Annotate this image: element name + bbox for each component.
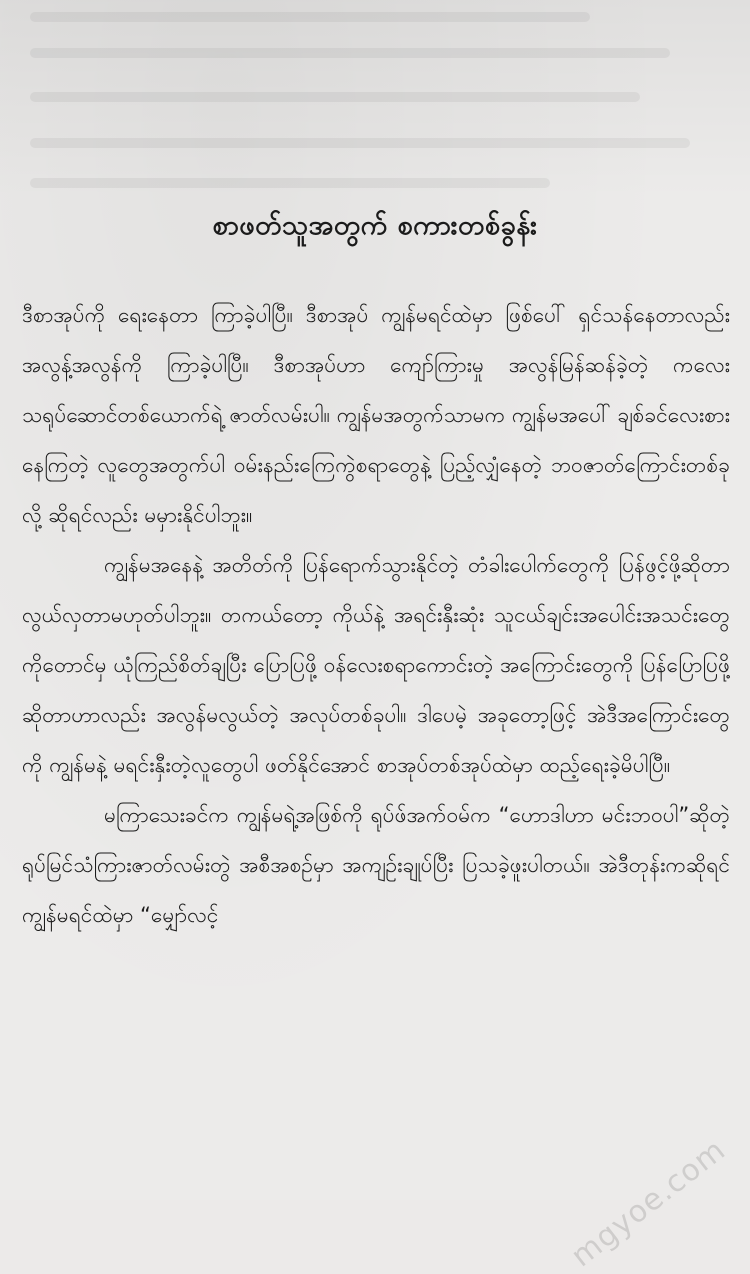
paragraph-1: ဒီစာအုပ်ကို ရေးနေတာ ကြာခဲ့ပါပြီ။ ဒီစာအုပ် ကျွန်မရင်ထဲမှာ ဖြစ်ပေါ် ရှင်သန်နေတာလည်း အလွန့်အလွန်ကို ကြာခဲ့ပါပြီ။ ဒီစာအုပ်ဟာ ကျော်ကြားမှု အလွန်မြန်ဆန်ခဲ့တဲ့ ကလေးသရုပ်ဆောင်တစ်ယောက်ရဲ့ ဇာတ်လမ်းပါ။ ကျွန်မအတွက်သာမက ကျွန်မအပေါ် ချစ်ခင်လေးစားနေကြတဲ့ လူတွေအတွက်ပါ ဝမ်းနည်းကြေကွဲစရာတွေနဲ့ ပြည့်လျှံနေတဲ့ ဘဝဇာတ်ကြောင်းတစ်ခုလို့ ဆိုရင်လည်း မမှားနိုင်ပါဘူး။ <box>22 303 731 527</box>
body-text <box>22 290 730 940</box>
ghost-line <box>30 12 590 22</box>
paragraph-3: မကြာသေးခင်က ကျွန်မရဲ့အဖြစ်ကို ရုပ်ဖ်အက်ဝမ်က “ဟောဒါဟာ မင်းဘဝပါ”ဆိုတဲ့ ရုပ်မြင်သံကြားဇာတ်လမ်းတွဲ အစီအစဉ်မှာ အကျဉ်းချုပ်ပြီး ပြသခဲ့ဖူးပါတယ်။ အဲဒီတုန်းကဆိုရင် ကျွန်မရင်ထဲမှာ “မျှော်လင့် <box>22 803 730 927</box>
ghost-line <box>30 138 690 148</box>
ghost-line <box>30 48 670 58</box>
chapter-title: စာဖတ်သူအတွက် စကားတစ်ခွန်း <box>212 210 538 241</box>
ghost-line <box>30 92 640 102</box>
ghost-line <box>30 178 550 188</box>
show-through-text-area <box>0 0 750 200</box>
watermark: mgyoe.com <box>564 1132 732 1274</box>
paragraph-2: ကျွန်မအနေနဲ့ အတိတ်ကို ပြန်ရောက်သွားနိုင်တဲ့ တံခါးပေါက်တွေကို ပြန်ဖွင့်ဖို့ဆိုတာ လွယ်လှတာမဟုတ်ပါဘူး။ တကယ်တော့ ကိုယ်နဲ့ အရင်းနှီးဆုံး သူငယ်ချင်းအပေါင်းအသင်းတွေကိုတောင်မှ ယုံကြည်စိတ်ချပြီး ပြောပြဖို့ ဝန်လေးစရာကောင်းတဲ့ အကြောင်းတွေကို ပြန်ပြောပြဖို့ဆိုတာဟာလည်း အလွန်မလွယ်တဲ့ အလုပ်တစ်ခုပါ။ ဒါပေမဲ့ အခုတော့ဖြင့် အဲဒီအကြောင်းတွေကို ကျွန်မနဲ့ မရင်းနှီးတဲ့လူတွေပါ ဖတ်နိုင်အောင် စာအုပ်တစ်အုပ်ထဲမှာ ထည့်ရေးခဲ့မိပါပြီ။ <box>22 553 730 777</box>
